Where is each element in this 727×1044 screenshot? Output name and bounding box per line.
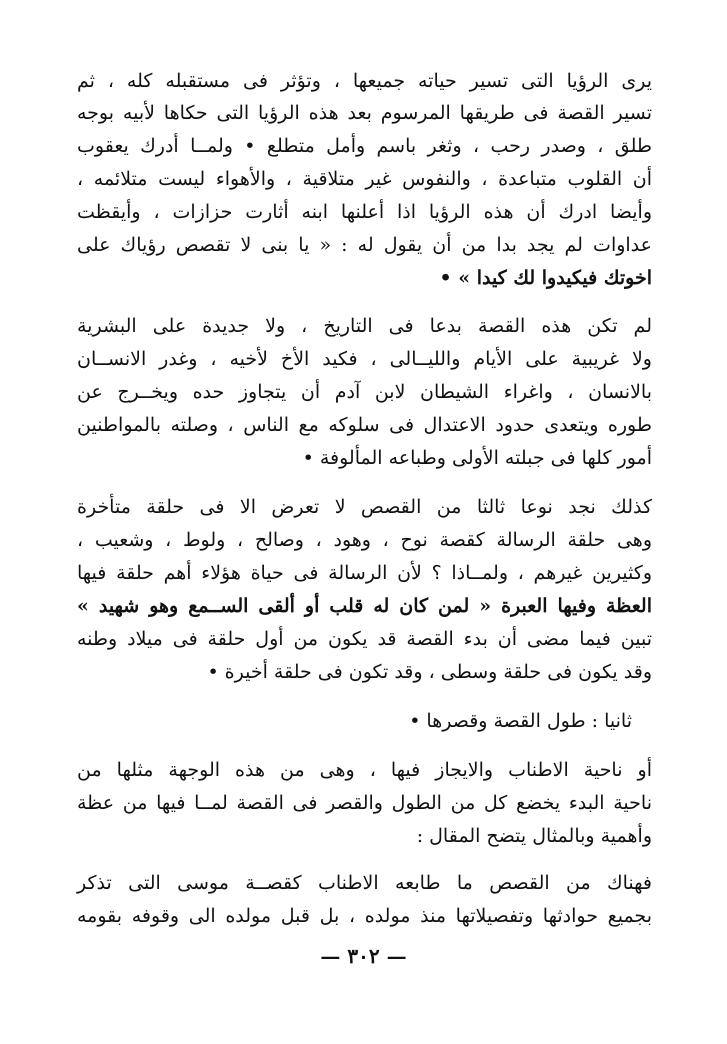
text-line: طلق ، وصدر رحب ، وثغر باسم وأمل متطلع • ولمــا أدرك يعقوب — [77, 135, 652, 157]
text-line-quote: عداوات لم يجد بدا من أن يقول له : « يا بنى لا تقصص رؤياك على — [77, 234, 652, 256]
text-line: بالانسان ، واغراء الشيطان لابن آدم أن يتجاوز حده ويخــرج عن — [77, 381, 652, 403]
text-line-quote: العظة وفيها العبرة « لمن كان له قلب أو ألقى الســمع وهو شهيد » — [77, 595, 652, 617]
text-line: فهناك من القصص ما طابعه الاطناب كقصــة موسى التى تذكر — [77, 872, 652, 894]
text-line: ناحية البدء يخضع كل من الطول والقصر فى القصة لمــا فيها من عظة — [77, 792, 652, 814]
section-heading: ثانيا : طول القصة وقصرها • — [409, 710, 632, 732]
text-line: وقد يكون فى حلقة وسطى ، وقد تكون فى حلقة أخيرة • — [207, 661, 652, 683]
text-line: وأيضا ادرك أن هذه الرؤيا اذا أعلنها ابنه أثارت حزازات ، وأيقظت — [77, 201, 652, 223]
text-line: أمور كلها فى جبلته الأولى وطباعه المألوفة • — [302, 447, 652, 469]
text-line: يرى الرؤيا التى تسير حياته جميعها ، وتؤثر فى مستقبله كله ، ثم — [77, 70, 652, 92]
text-line: تسير القصة فى طريقها المرسوم بعد هذه الرؤيا التى حكاها لأبيه بوجه — [77, 102, 652, 124]
page-number: — ٣٠٢ — — [320, 944, 407, 968]
text-line: تبين فيما مضى أن بدء القصة قد يكون من أول حلقة فى ميلاد وطنه — [77, 628, 652, 650]
text-line: وكثيرين غيرهم ، ولمــاذا ؟ لأن الرسالة فى حياة هؤلاء أهم حلقة فيها — [77, 562, 652, 584]
text-line: أن القلوب متباعدة ، والنفوس غير متلاقية ، والأهواء ليست متلائمه ، — [77, 168, 652, 190]
text-line: أو ناحية الاطناب والايجاز فيها ، وهى من هذه الوجهة مثلها من — [77, 759, 652, 781]
text-line: بجميع حوادثها وتفصيلاتها منذ مولده ، بل قبل مولده الى وقوفه بقومه — [77, 905, 652, 927]
text-line-quote: اخوتك فيكيدوا لك كيدا » • — [439, 267, 652, 289]
text-line: ولا غريبية على الأيام والليــالى ، فكيد الأخ لأخيه ، وغدر الانســان — [77, 348, 652, 370]
text-line: طوره ويتعدى حدود الاعتدال فى سلوكه مع الناس ، وصلته بالمواطنين — [77, 414, 652, 436]
text-line: وأهمية وبالمثال يتضح المقال : — [416, 825, 652, 847]
text-line: لم تكن هذه القصة بدعا فى التاريخ ، ولا جديدة على البشرية — [77, 315, 652, 337]
text-line: وهى حلقة الرسالة كقصة نوح ، وهود ، وصالح ، ولوط ، وشعيب ، — [77, 529, 652, 551]
text-line: كذلك نجد نوعا ثالثا من القصص لا تعرض الا فى حلقة متأخرة — [77, 496, 652, 518]
